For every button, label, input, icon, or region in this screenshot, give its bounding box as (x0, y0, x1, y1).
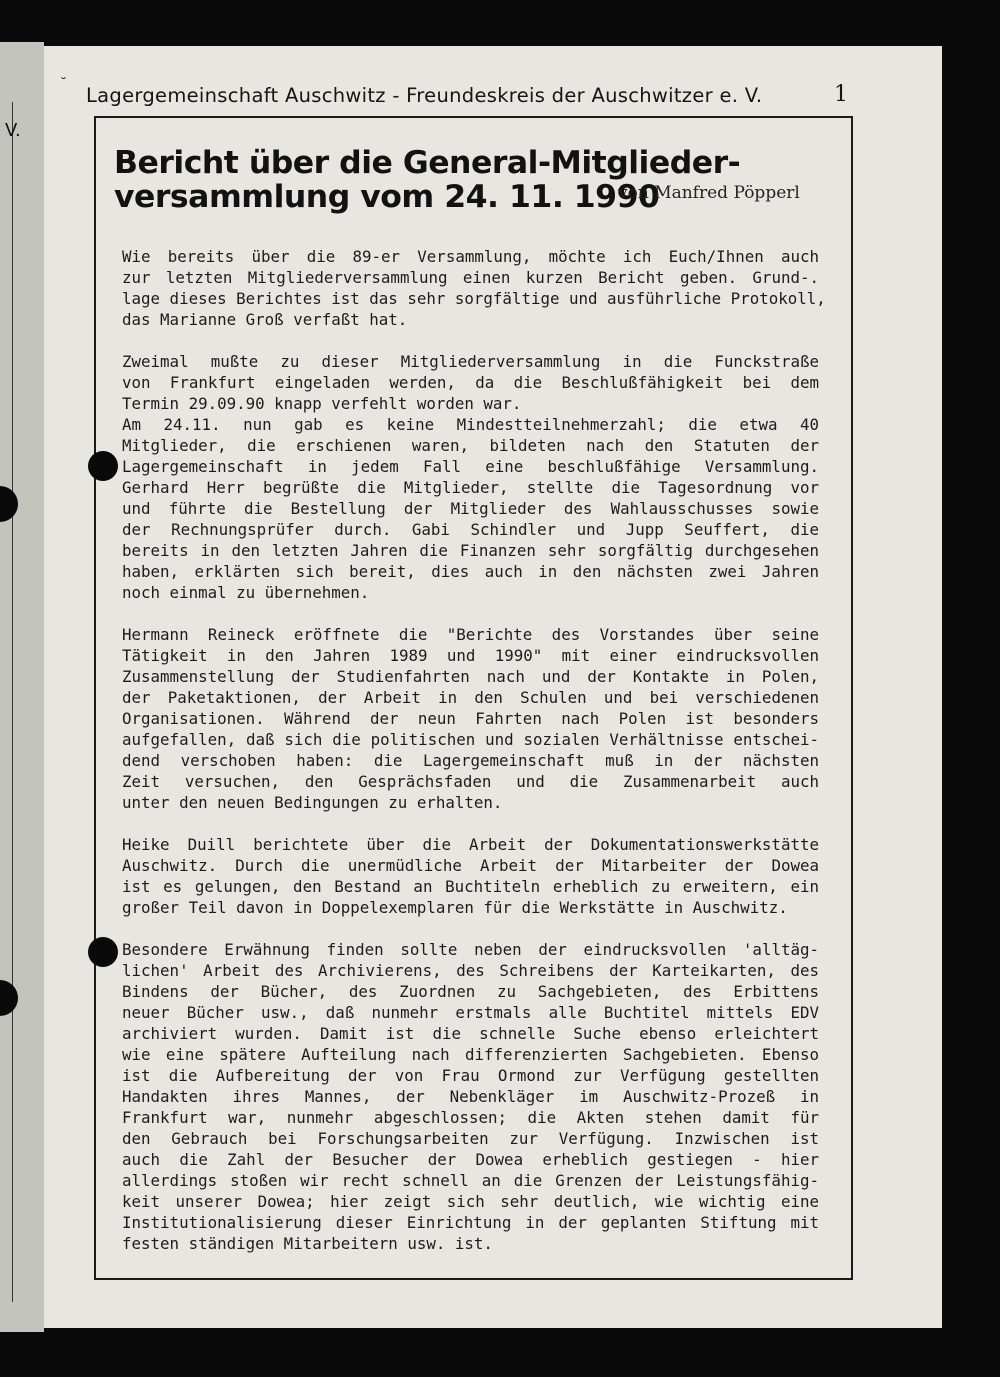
text-line: dend verschoben haben: die Lagergemeinschaft muß in der nächsten (122, 751, 819, 770)
previous-page-marker: V. (5, 120, 21, 141)
text-line: Zeit versuchen, den Gesprächsfaden und die Zusammenarbeit auch (122, 772, 819, 791)
text-line: Frankfurt war, nunmehr abgeschlossen; die Akten stehen damit für (122, 1108, 819, 1127)
text-line: Besondere Erwähnung finden sollte neben der eindrucksvollen 'alltäg- (122, 940, 819, 959)
text-line: Zweimal mußte zu dieser Mitgliederversammlung in die Funckstraße (122, 352, 819, 371)
page-number: 1 (834, 82, 848, 107)
previous-page-punch-hole (0, 980, 18, 1016)
text-line: ist die Aufbereitung der von Frau Ormond zur Verfügung gestellten (122, 1066, 819, 1085)
text-line: der Paketaktionen, der Arbeit in den Schulen und bei verschiedenen (122, 688, 819, 707)
text-line: und führte die Bestellung der Mitglieder des Wahlausschusses sowie (122, 499, 819, 518)
text-line: Handakten ihres Mannes, der Nebenkläger im Auschwitz-Prozeß in (122, 1087, 819, 1106)
text-line: Hermann Reineck eröffnete die "Berichte des Vorstandes über seine (122, 625, 819, 644)
text-line: auch die Zahl der Besucher der Dowea erheblich gestiegen - hier (122, 1150, 819, 1169)
text-line: Auschwitz. Durch die unermüdliche Arbeit der Mitarbeiter der Dowea (122, 856, 819, 875)
paragraph (122, 834, 819, 918)
paragraph (122, 246, 826, 330)
previous-page-punch-hole (0, 486, 18, 522)
text-line: Am 24.11. nun gab es keine Mindestteilnehmerzahl; die etwa 40 (122, 415, 819, 434)
text-line: Wie bereits über die 89-er Versammlung, möchte ich Euch/Ihnen auch (122, 247, 819, 266)
text-line: Gerhard Herr begrüßte die Mitglieder, stellte die Tagesordnung vor (122, 478, 819, 497)
text-line: ist es gelungen, den Bestand an Buchtiteln erheblich zu erweitern, ein (122, 877, 819, 896)
title-line: Bericht über die General-Mitglieder- (114, 145, 741, 181)
text-line: bereits in den letzten Jahren die Finanzen sehr sorgfältig durchgesehen (122, 541, 819, 560)
text-line: Heike Duill berichtete über die Arbeit der Dokumentationswerkstätte (122, 835, 819, 854)
text-line: neuer Bücher usw., daß nunmehr erstmals alle Buchtitel mittels EDV (122, 1003, 819, 1022)
page-header: Lagergemeinschaft Auschwitz - Freundeskreis der Auschwitzer e. V. (86, 84, 763, 107)
punch-hole (88, 937, 118, 967)
paragraph (122, 624, 819, 813)
punch-hole (88, 451, 118, 481)
page-tick-mark: ˘ (60, 76, 67, 92)
paragraph (122, 414, 819, 603)
text-line: keit unserer Dowea; hier zeigt sich sehr deutlich, wie wichtig eine (122, 1192, 819, 1211)
text-line: Tätigkeit in den Jahren 1989 und 1990" mit einer eindrucksvollen (122, 646, 819, 665)
text-line: das Marianne Groß verfaßt hat. (122, 310, 408, 329)
text-line: der Rechnungsprüfer durch. Gabi Schindler und Jupp Seuffert, die (122, 520, 819, 539)
article-byline: von Manfred Pöpperl (618, 183, 800, 203)
text-line: zur letzten Mitgliederversammlung einen kurzen Bericht geben. Grund-. (122, 268, 819, 287)
paragraph (122, 351, 819, 414)
text-line: von Frankfurt eingeladen werden, da die Beschlußfähigkeit bei dem (122, 373, 819, 392)
text-line: Lagergemeinschaft in jedem Fall eine beschlußfähige Versammlung. (122, 457, 819, 476)
document-page (44, 46, 942, 1328)
text-line: archiviert wurden. Damit ist die schnelle Suche ebenso erleichtert (122, 1024, 819, 1043)
text-line: Zusammenstellung der Studienfahrten nach und der Kontakte in Polen, (122, 667, 819, 686)
text-line: festen ständigen Mitarbeitern usw. ist. (122, 1234, 493, 1253)
text-line: Termin 29.09.90 knapp verfehlt worden war. (122, 394, 522, 413)
text-line: Bindens der Bücher, des Zuordnen zu Sachgebieten, des Erbittens (122, 982, 819, 1001)
text-line: den Gebrauch bei Forschungsarbeiten zur Verfügung. Inzwischen ist (122, 1129, 819, 1148)
previous-page-frame-edge (0, 102, 13, 1302)
text-line: lichen' Arbeit des Archivierens, des Schreibens der Karteikarten, des (122, 961, 819, 980)
text-line: Organisationen. Während der neun Fahrten nach Polen ist besonders (122, 709, 819, 728)
text-line: allerdings stoßen wir recht schnell an die Grenzen der Leistungsfähig- (122, 1171, 819, 1190)
text-line: haben, erklärten sich bereit, dies auch in den nächsten zwei Jahren (122, 562, 819, 581)
title-line: versammlung vom 24. 11. 1990 (114, 179, 660, 215)
text-line: lage dieses Berichtes ist das sehr sorgfältige und ausführliche Protokoll, (122, 289, 826, 308)
text-line: aufgefallen, daß sich die politischen und sozialen Verhältnisse entschei- (122, 730, 819, 749)
text-line: wie eine spätere Aufteilung nach differenzierten Sachgebieten. Ebenso (122, 1045, 819, 1064)
text-line: noch einmal zu übernehmen. (122, 583, 370, 602)
article-body (122, 246, 826, 1275)
text-line: unter den neuen Bedingungen zu erhalten. (122, 793, 503, 812)
text-line: Institutionalisierung dieser Einrichtung in der geplanten Stiftung mit (122, 1213, 819, 1232)
previous-page-edge (0, 42, 44, 1332)
paragraph (122, 939, 819, 1254)
text-line: großer Teil davon in Doppelexemplaren für die Werkstätte in Auschwitz. (122, 898, 788, 917)
text-line: Mitglieder, die erschienen waren, bildeten nach den Statuten der (122, 436, 819, 455)
